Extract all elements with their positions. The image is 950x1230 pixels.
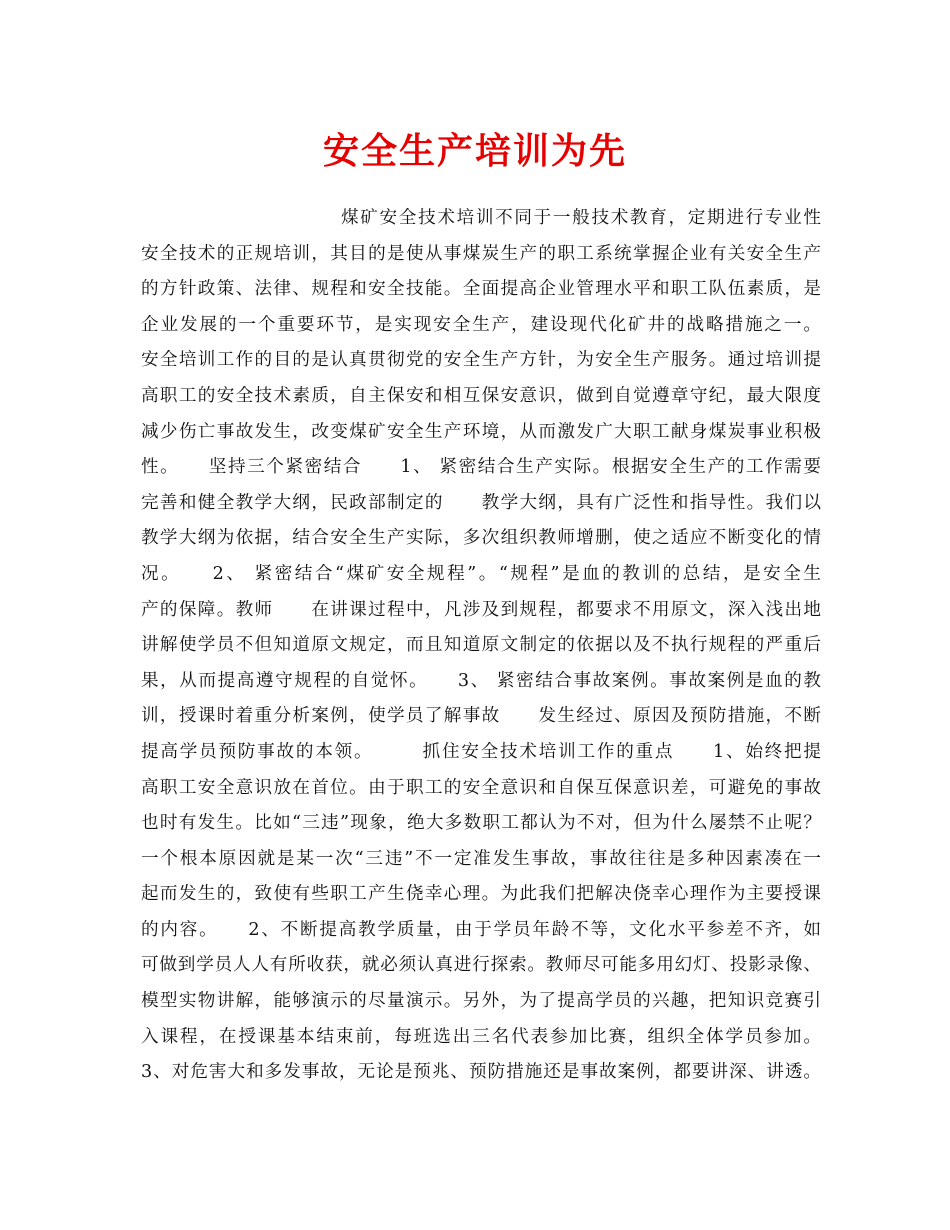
- body-line: 可做到学员人人有所收获，就必须认真进行探索。教师尽可能多用幻灯、投影录像、: [141, 955, 821, 976]
- body-line: 模型实物讲解，能够演示的尽量演示。另外，为了提高学员的兴趣，把知识竞赛引: [141, 991, 821, 1012]
- body-line: 教学大纲为依据，结合安全生产实际，多次组织教师增删，使之适应不断变化的情: [141, 528, 821, 549]
- body-line: 安全技术的正规培训，其目的是使从事煤炭生产的职工系统掌握企业有关安全生产: [141, 243, 821, 264]
- body-line: 减少伤亡事故发生，改变煤矿安全生产环境，从而激发广大职工献身煤炭事业积极: [141, 421, 821, 442]
- body-line: 的方针政策、法律、规程和安全技能。全面提高企业管理水平和职工队伍素质，是: [141, 279, 821, 300]
- body-line: 果，从而提高遵守规程的自觉怀。 3、 紧密结合事故案例。事故案例是血的教: [141, 670, 821, 691]
- body-line: 产的保障。教师 在讲课过程中，凡涉及到规程，都要求不用原文，深入浅出地: [141, 599, 821, 620]
- body-line: 讲解使学员不但知道原文规定，而且知道原文制定的依据以及不执行规程的严重后: [141, 635, 821, 656]
- body-line: 企业发展的一个重要环节，是实现安全生产，建设现代化矿井的战略措施之一。: [141, 314, 821, 335]
- body-line: 安全培训工作的目的是认真贯彻党的安全生产方针，为安全生产服务。通过培训提: [141, 350, 821, 371]
- body-line: 训，授课时着重分析案例，使学员了解事故 发生经过、原因及预防措施，不断: [141, 706, 821, 727]
- body-line: 提高学员预防事故的本领。 抓住安全技术培训工作的重点 1、始终把提: [141, 741, 821, 762]
- body-line: 高职工的安全技术素质，自主保安和相互保安意识，做到自觉遵章守纪，最大限度: [141, 385, 821, 406]
- document-title: 安全生产培训为先: [322, 130, 627, 172]
- body-line: 完善和健全教学大纲，民政部制定的 教学大纲，具有广泛性和指导性。我们以: [141, 492, 821, 513]
- body-line: 性。 坚持三个紧密结合 1、 紧密结合生产实际。根据安全生产的工作需要: [141, 457, 821, 478]
- body-line: 入课程，在授课基本结束前，每班选出三名代表参加比赛，组织全体学员参加。: [141, 1026, 821, 1047]
- body-line: 煤矿安全技术培训不同于一般技术教育，定期进行专业性: [341, 208, 821, 228]
- body-line: 高职工安全意识放在首位。由于职工的安全意识和自保互保意识差，可避免的事故: [141, 777, 821, 798]
- body-line: 也时有发生。比如“三违”现象，绝大多数职工都认为不对，但为什么屡禁不止呢？: [141, 813, 821, 834]
- body-line: 的内容。 2、不断提高教学质量，由于学员年龄不等，文化水平参差不齐，如: [141, 919, 821, 940]
- body-line: 一个根本原因就是某一次“三违”不一定准发生事故，事故往往是多种因素凑在一: [141, 848, 821, 869]
- body-line: 起而发生的，致使有些职工产生侥幸心理。为此我们把解决侥幸心理作为主要授课: [141, 884, 821, 905]
- document-body: [141, 201, 821, 1091]
- body-line: 3、对危害大和多发事故，无论是预兆、预防措施还是事故案例，都要讲深、讲透。: [141, 1062, 821, 1083]
- body-line: 况。 2、 紧密结合“煤矿安全规程”。“规程”是血的教训的总结，是安全生: [141, 563, 821, 584]
